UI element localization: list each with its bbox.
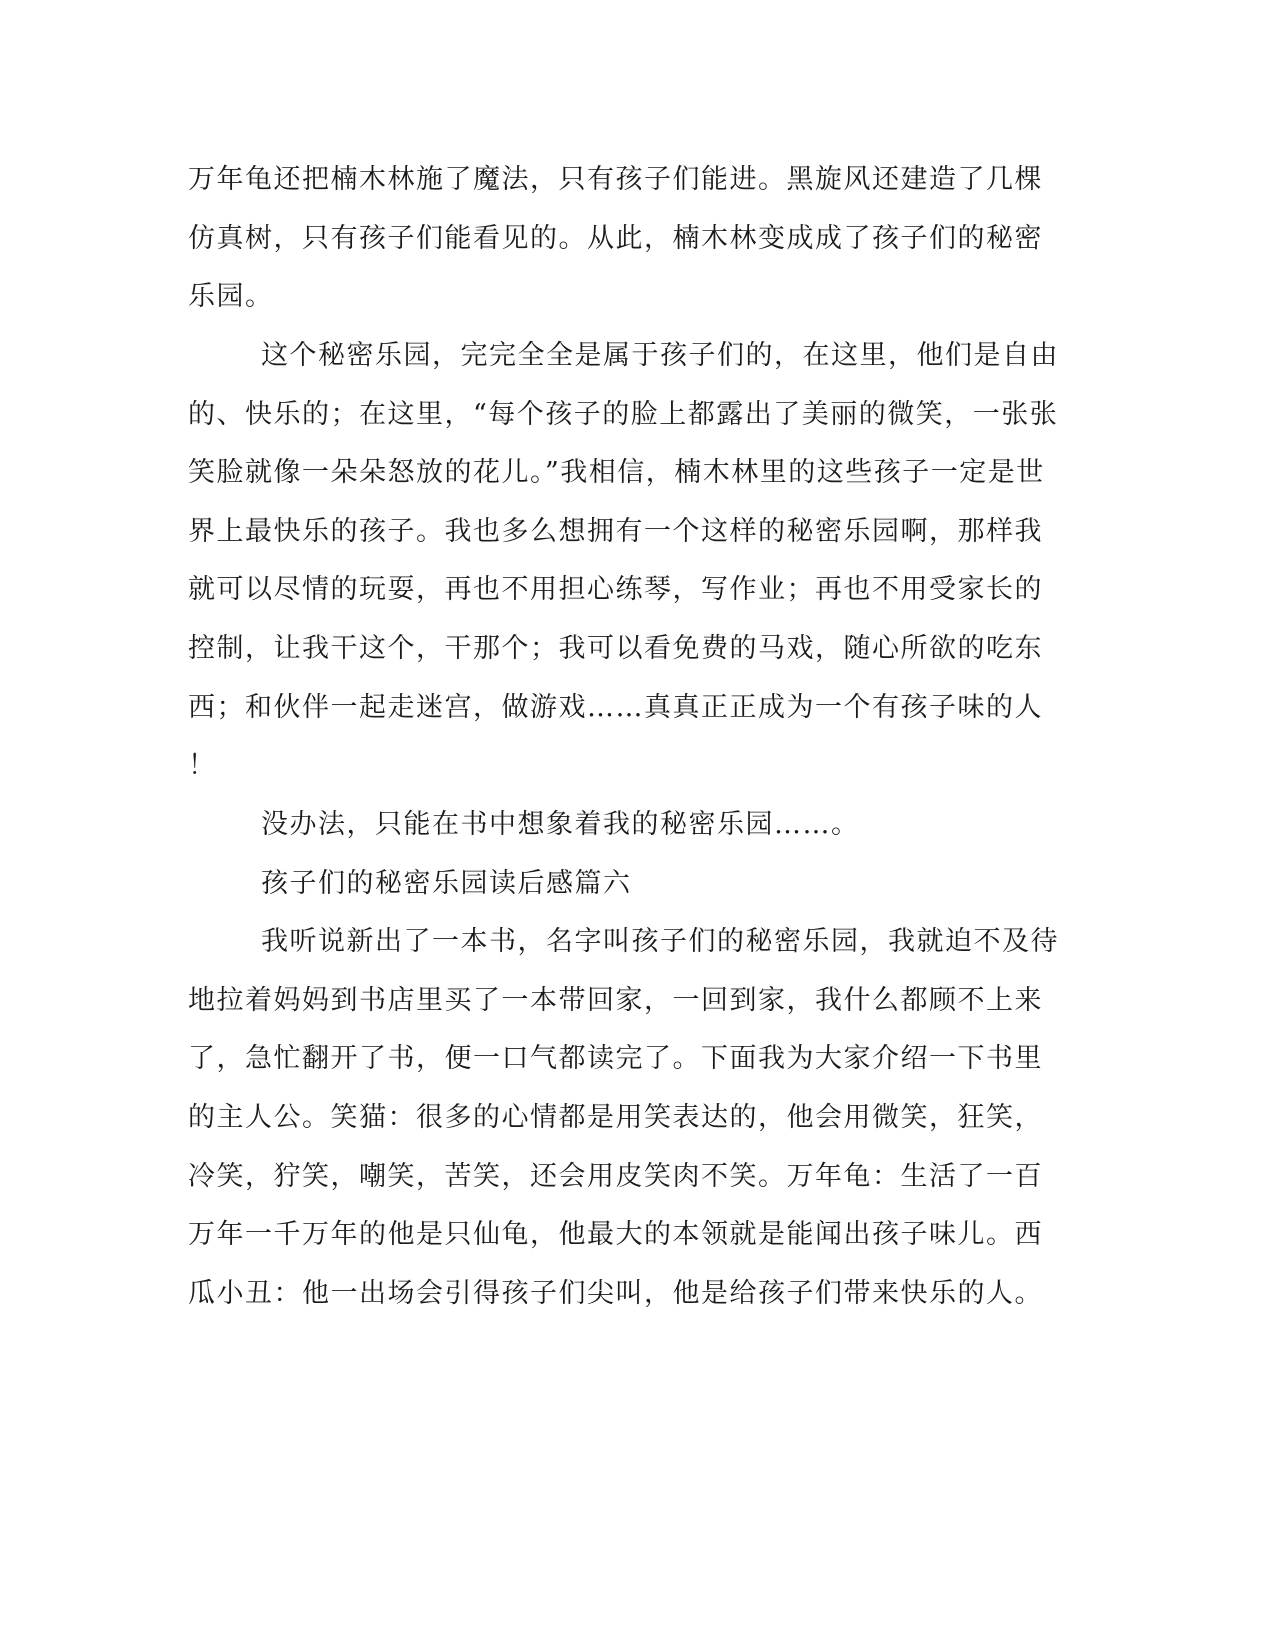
text-line: 瓜小丑：他一出场会引得孩子们尖叫，他是给孩子们带来快乐的人。 <box>188 1278 1043 1309</box>
text-line: 的、快乐的；在这里，“每个孩子的脸上都露出了美丽的微笑，一张张 <box>188 399 1059 430</box>
text-line: 的主人公。笑猫：很多的心情都是用笑表达的，他会用微笑，狂笑， <box>188 1102 1043 1133</box>
text-line: 笑脸就像一朵朵怒放的花儿。”我相信，楠木林里的这些孩子一定是世 <box>188 457 1045 488</box>
text-line: 了，急忙翻开了书，便一口气都读完了。下面我为大家介绍一下书里 <box>188 1043 1043 1074</box>
text-line: 我听说新出了一本书，名字叫孩子们的秘密乐园，我就迫不及待 <box>261 926 1059 957</box>
text-line: ！ <box>188 750 217 781</box>
text-line: 乐园。 <box>188 281 274 312</box>
text-line: 界上最快乐的孩子。我也多么想拥有一个这样的秘密乐园啊，那样我 <box>188 516 1043 547</box>
text-line: 万年龟还把楠木林施了魔法，只有孩子们能进。黑旋风还建造了几棵 <box>188 164 1043 195</box>
text-line: 冷笑，狞笑，嘲笑，苦笑，还会用皮笑肉不笑。万年龟：生活了一百 <box>188 1161 1043 1192</box>
text-line: 西；和伙伴一起走迷宫，做游戏……真真正正成为一个有孩子味的人 <box>188 692 1043 723</box>
text-line: 没办法，只能在书中想象着我的秘密乐园……。 <box>261 809 860 840</box>
text-line: 控制，让我干这个，干那个；我可以看免费的马戏，随心所欲的吃东 <box>188 633 1043 664</box>
section-heading: 孩子们的秘密乐园读后感篇六 <box>261 868 632 899</box>
text-line: 就可以尽情的玩耍，再也不用担心练琴，写作业；再也不用受家长的 <box>188 574 1043 605</box>
text-line: 万年一千万年的他是只仙龟，他最大的本领就是能闻出孩子味儿。西 <box>188 1219 1043 1250</box>
text-line: 地拉着妈妈到书店里买了一本带回家，一回到家，我什么都顾不上来 <box>188 985 1043 1016</box>
text-line: 仿真树，只有孩子们能看见的。从此，楠木林变成成了孩子们的秘密 <box>188 223 1043 254</box>
text-line: 这个秘密乐园，完完全全是属于孩子们的，在这里，他们是自由 <box>261 340 1059 371</box>
